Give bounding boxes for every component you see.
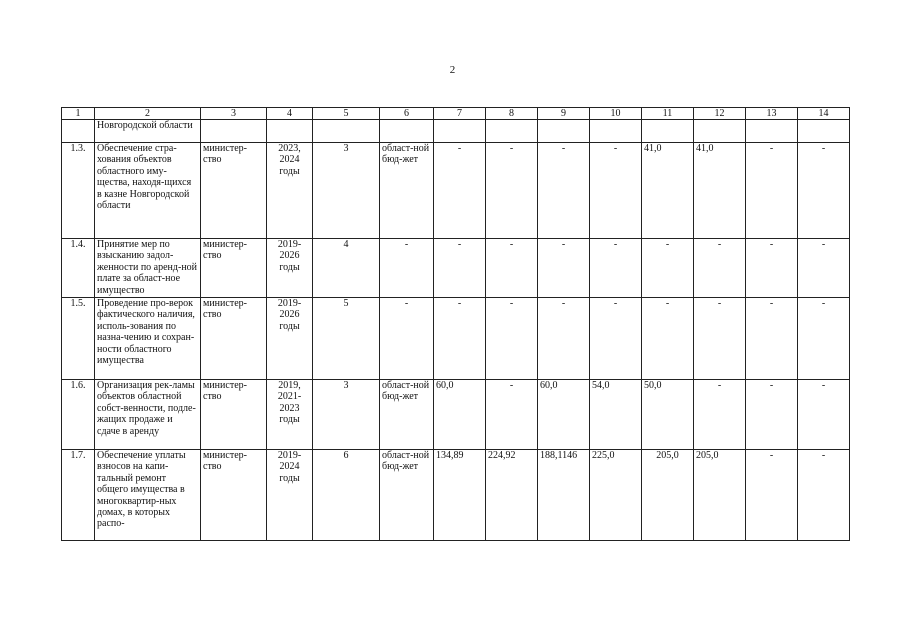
value-cell: -	[642, 239, 694, 298]
period: 2019-2026 годы	[267, 298, 313, 380]
funding-source	[380, 120, 434, 143]
activity-name: Обеспечение стра-хования объектов областного иму-щества, находя-щихся в казне Новгородской области	[95, 143, 201, 239]
value-cell: 205,0	[694, 450, 746, 541]
period	[267, 120, 313, 143]
funding-source: област-ной бюд-жет	[380, 380, 434, 450]
value-cell: -	[798, 298, 850, 380]
value-cell: 60,0	[538, 380, 590, 450]
value-cell: 134,89	[434, 450, 486, 541]
program-activities-table	[61, 107, 850, 541]
column-header: 10	[590, 108, 642, 120]
value-cell: -	[486, 239, 538, 298]
activity-name: Принятие мер по взысканию задол-женности по аренд-ной плате за област-ное имущество	[95, 239, 201, 298]
value-cell: -	[486, 298, 538, 380]
value-cell	[590, 120, 642, 143]
value-cell: -	[538, 298, 590, 380]
table-row	[62, 120, 850, 143]
value-cell: -	[538, 143, 590, 239]
item-number	[62, 120, 95, 143]
value-cell: -	[798, 143, 850, 239]
period: 2023, 2024 годы	[267, 143, 313, 239]
executor: министер-ство	[201, 143, 267, 239]
target-number	[313, 120, 380, 143]
column-header: 12	[694, 108, 746, 120]
executor: министер-ство	[201, 298, 267, 380]
value-cell: 225,0	[590, 450, 642, 541]
executor: министер-ство	[201, 450, 267, 541]
value-cell: -	[746, 298, 798, 380]
column-header: 3	[201, 108, 267, 120]
value-cell: -	[590, 298, 642, 380]
value-cell: 224,92	[486, 450, 538, 541]
table-row	[62, 239, 850, 298]
value-cell: -	[538, 239, 590, 298]
table-row	[62, 380, 850, 450]
value-cell	[538, 120, 590, 143]
value-cell: -	[642, 298, 694, 380]
period: 2019-2024 годы	[267, 450, 313, 541]
value-cell: 41,0	[694, 143, 746, 239]
value-cell: -	[746, 380, 798, 450]
activity-name: Проведение про-верок фактического наличия, исполь-зования по назна-чению и сохран-ности областного имущества	[95, 298, 201, 380]
column-header: 7	[434, 108, 486, 120]
executor: министер-ство	[201, 380, 267, 450]
column-header: 13	[746, 108, 798, 120]
value-cell: -	[746, 450, 798, 541]
funding-source: -	[380, 239, 434, 298]
value-cell: -	[694, 298, 746, 380]
value-cell: -	[434, 298, 486, 380]
column-header: 6	[380, 108, 434, 120]
executor	[201, 120, 267, 143]
item-number: 1.3.	[62, 143, 95, 239]
value-cell: 54,0	[590, 380, 642, 450]
item-number: 1.5.	[62, 298, 95, 380]
value-cell: 188,1146	[538, 450, 590, 541]
value-cell: -	[486, 143, 538, 239]
table-row	[62, 450, 850, 541]
value-cell: -	[798, 380, 850, 450]
target-number: 3	[313, 143, 380, 239]
value-cell: -	[798, 239, 850, 298]
column-header: 4	[267, 108, 313, 120]
target-number: 3	[313, 380, 380, 450]
value-cell: -	[746, 143, 798, 239]
executor: министер-ство	[201, 239, 267, 298]
table-row	[62, 298, 850, 380]
value-cell: -	[798, 450, 850, 541]
column-header: 14	[798, 108, 850, 120]
column-number-row	[62, 108, 850, 120]
activity-name: Обеспечение уплаты взносов на капи-тальный ремонт общего имущества в многоквартир-ных домах, в которых распо-	[95, 450, 201, 541]
value-cell	[434, 120, 486, 143]
item-number: 1.4.	[62, 239, 95, 298]
value-cell	[798, 120, 850, 143]
target-number: 6	[313, 450, 380, 541]
value-cell: 50,0	[642, 380, 694, 450]
value-cell	[642, 120, 694, 143]
period: 2019, 2021-2023 годы	[267, 380, 313, 450]
value-cell: -	[434, 143, 486, 239]
value-cell: 41,0	[642, 143, 694, 239]
funding-source: -	[380, 298, 434, 380]
value-cell	[486, 120, 538, 143]
column-header: 11	[642, 108, 694, 120]
column-header: 1	[62, 108, 95, 120]
value-cell: -	[590, 143, 642, 239]
value-cell: -	[746, 239, 798, 298]
target-number: 5	[313, 298, 380, 380]
funding-source: област-ной бюд-жет	[380, 143, 434, 239]
page-number: 2	[449, 64, 456, 76]
value-cell: -	[590, 239, 642, 298]
period: 2019-2026 годы	[267, 239, 313, 298]
value-cell: 60,0	[434, 380, 486, 450]
value-cell: -	[434, 239, 486, 298]
funding-source: област-ной бюд-жет	[380, 450, 434, 541]
activity-name: Организация рек-ламы объектов областной собст-венности, подле-жащих продаже и сдаче в аренду	[95, 380, 201, 450]
target-number: 4	[313, 239, 380, 298]
value-cell: -	[694, 239, 746, 298]
table-row	[62, 143, 850, 239]
column-header: 9	[538, 108, 590, 120]
value-cell	[694, 120, 746, 143]
column-header: 5	[313, 108, 380, 120]
column-header: 2	[95, 108, 201, 120]
value-cell: -	[694, 380, 746, 450]
value-cell: 205,0	[642, 450, 694, 541]
item-number: 1.6.	[62, 380, 95, 450]
item-number: 1.7.	[62, 450, 95, 541]
column-header: 8	[486, 108, 538, 120]
value-cell	[746, 120, 798, 143]
activity-name: Новгородской области	[95, 120, 201, 143]
value-cell: -	[486, 380, 538, 450]
